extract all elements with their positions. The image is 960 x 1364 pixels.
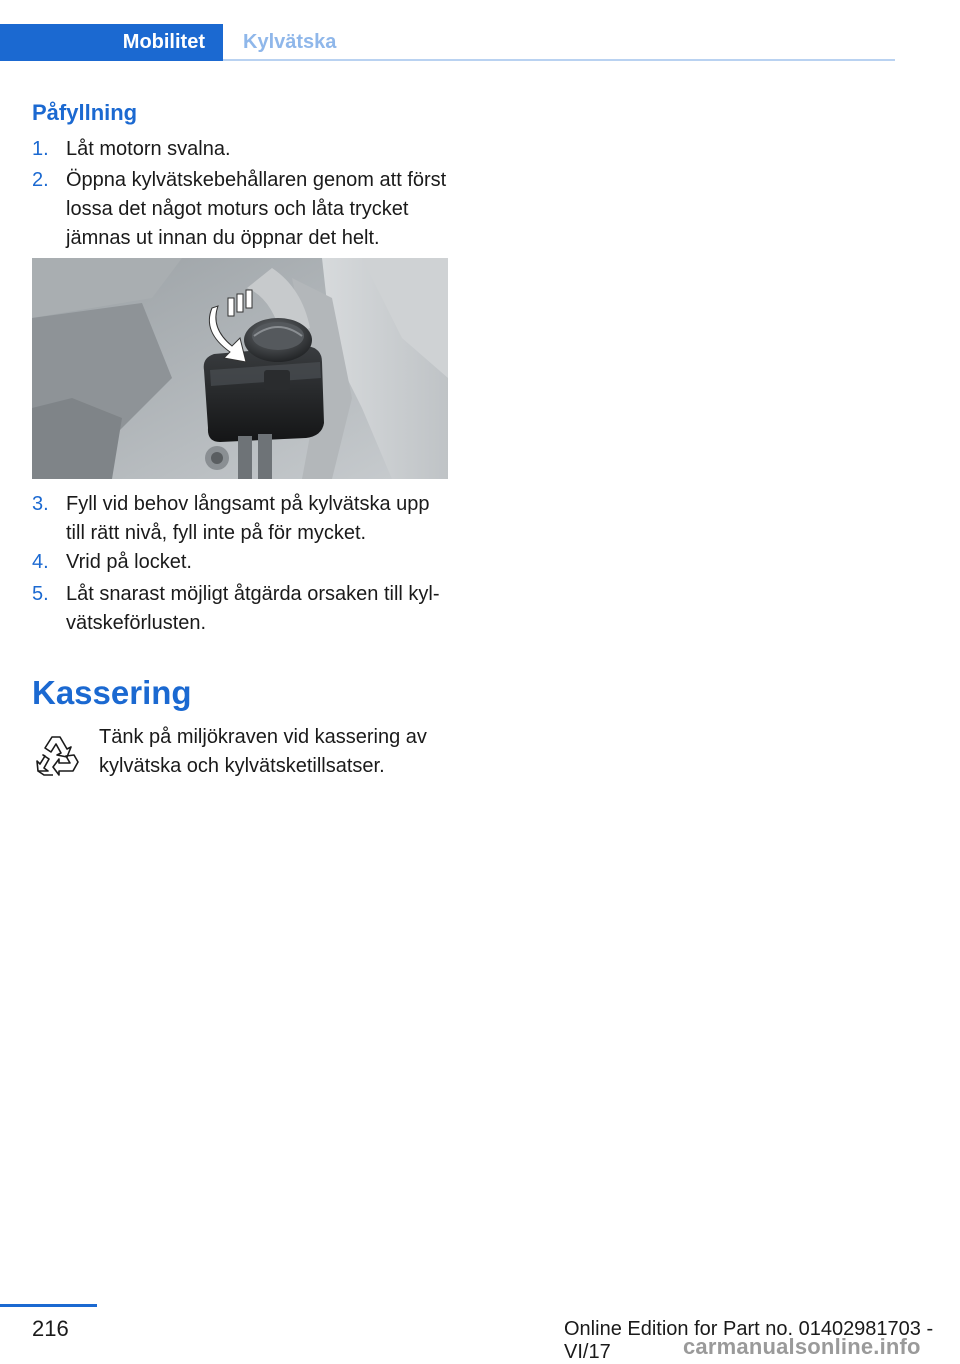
step-number: 1. bbox=[32, 138, 49, 160]
page-header bbox=[0, 0, 895, 62]
step-text: Låt snarast möjligt åtgärda orsaken till kyl-vätskeförlusten. bbox=[66, 583, 440, 634]
step-number: 5. bbox=[32, 583, 49, 605]
header-divider bbox=[223, 59, 895, 61]
step-text: Fyll vid behov långsamt på kylvätska upp till rätt nivå, fyll inte på för mycket. bbox=[66, 493, 430, 544]
tab-kylvatska[interactable]: Kylvätska bbox=[243, 31, 337, 53]
footer-divider bbox=[0, 1304, 97, 1307]
edition-text: Online Edition for Part no. 01402981703 - VI/17 bbox=[564, 1318, 934, 1363]
step-number: 2. bbox=[32, 169, 49, 191]
step-text: Öppna kylvätskebehållaren genom att först lossa det något moturs och låta trycket jämnas ut innan du öppnar det helt. bbox=[66, 169, 447, 249]
step-text: Vrid på locket. bbox=[66, 551, 192, 573]
coolant-reservoir-illustration bbox=[32, 258, 448, 479]
step-number: 4. bbox=[32, 551, 49, 573]
disposal-note: Tänk på miljökraven vid kassering av kylvätska och kylvätsketillsatser. bbox=[99, 726, 427, 777]
step-number: 3. bbox=[32, 493, 49, 515]
recycle-icon bbox=[34, 731, 84, 781]
section-heading-refill: Påfyllning bbox=[32, 100, 138, 125]
step-text: Låt motorn svalna. bbox=[66, 138, 231, 160]
tab-mobilitet[interactable]: Mobilitet bbox=[0, 24, 223, 61]
section-heading-disposal: Kassering bbox=[32, 674, 192, 711]
page-number: 216 bbox=[32, 1316, 69, 1341]
watermark: carmanualsonline.info bbox=[683, 1334, 921, 1359]
